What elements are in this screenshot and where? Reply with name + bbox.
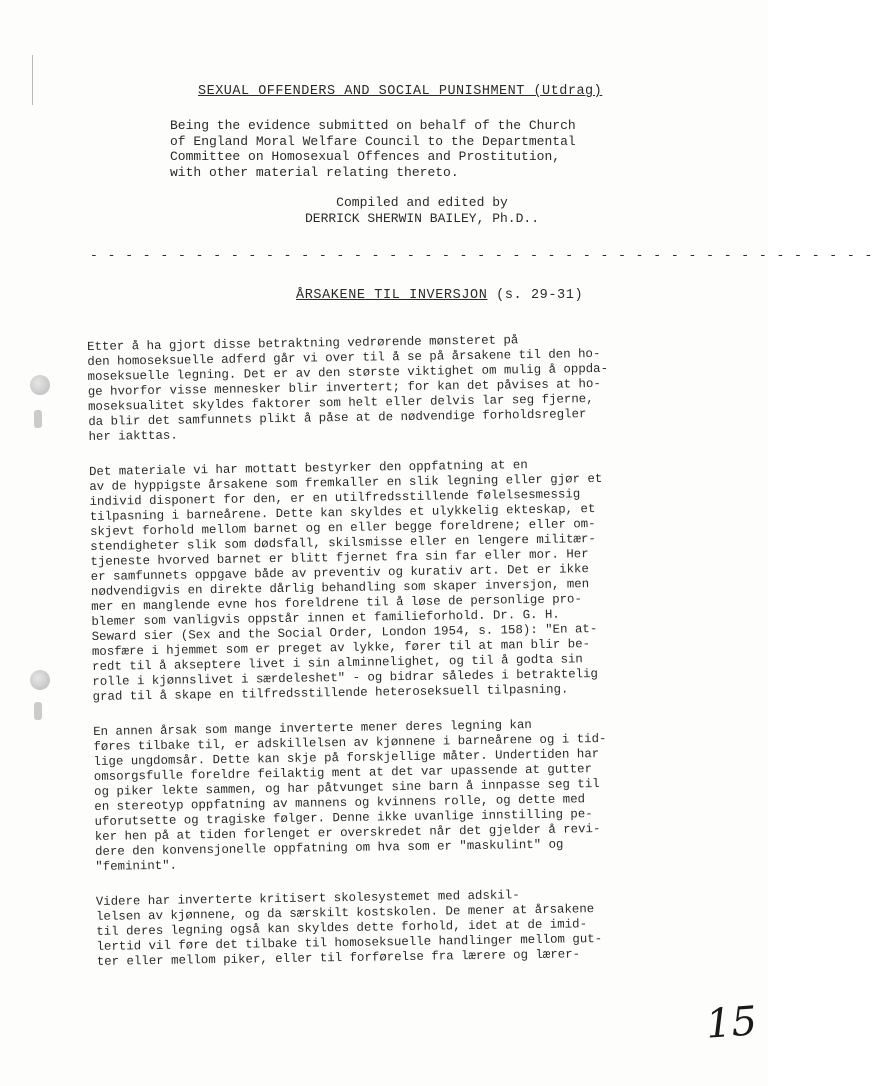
- punch-hole: [30, 670, 50, 690]
- handwritten-page-number: 15: [704, 998, 759, 1048]
- margin-smudge: [34, 702, 42, 720]
- paragraph: Det materiale vi har mottatt bestyrker den oppfatning at en av de hyppigste årsakene som fremkaller en slik legning eller gjør et individ disponert for den, er en utilfredsstillende følelsesmessig tilpasning i barneårene. Dette kan skyldes et ulykkelig ekteskap, et skjevt forhold mellom barnet og en eller begge foreldrene; eller om- stendigheter slik som dødsfall, skilsmisse eller en lengere militær- tjeneste hvorved barnet er blitt fjernet fra sin far eller mor. Her er samfunnets oppgave både av preventiv og kurativ art. Det er ikke nødvendigvis en direkte dårlig behandling som skaper inversjon, men mer en manglende evne hos foreldrene til å løse de personlige pro- blemer som vanligvis oppstår innen et familieforhold. Dr. G. H. Seward sier (Sex and the Social Order, London 1954, s. 158): "En at- mosfære i hjemmet som er preget av lykke, fører til at man blir be- redt til å akseptere livet i sin alminnelighet, og til å godta sin rolle i kjønnslivet i særdeleshet" - og bidrar således i betraktelig grad til å skape en tilfredsstillende heteroseksuell tilpasning.: [88, 458, 603, 704]
- margin-mark: [32, 55, 39, 105]
- compiled-by: Compiled and edited by DERRICK SHERWIN BAILEY, Ph.D..: [304, 195, 540, 226]
- document-title: SEXUAL OFFENDERS AND SOCIAL PUNISHMENT (Utdrag): [198, 84, 603, 99]
- section-heading-pages: (s. 29-31): [496, 288, 584, 303]
- punch-hole: [30, 375, 50, 395]
- paragraph: Etter å ha gjort disse betraktning vedrørende mønsteret på den homoseksuelle adferd går vi over til å se på årsakene til den ho- moseksuelle legning. Det er av den største viktighet om mulig å oppda- ge hvorfor visse mennesker blir invertert; for kan det påvises at ho- moseksualitet skyldes faktorer som helt eller delvis lar seg fjerne, da blir det samfunnets plikt å påse at de nødvendige forholdsregler her iakttas.: [87, 333, 609, 444]
- document-subtitle: Being the evidence submitted on behalf of the Church of England Moral Welfare Council to the Departmental Committee on Homosexual Offences and Prostitution, with other material relating thereto.: [170, 118, 576, 180]
- section-heading: [296, 288, 583, 303]
- section-heading-main: ÅRSAKENE TIL INVERSJON: [296, 288, 488, 303]
- paragraph: En annen årsak som mange inverterte mener deres legning kan føres tilbake til, er adskillelsen av kjønnene i barneårene og i tid- lige ungdomsår. Dette kan skje på forskjellige måter. Undertiden har omsorgsfulle foreldre feilaktig ment at det var upassende at gutter og piker lekte sammen, og har påtvunget sine barn å innpasse seg til en stereotyp oppfatning av mannens og kvinnens rolle, og dette med uforutsette og tragiske følger. Denne ikke uvanlige innstilling pe- ker hen på at tiden forlenget er overskredet når det gjelder å revi- dere den konvensjonelle oppfatning om hva som er "maskulint" og "feminint".: [93, 718, 607, 874]
- paragraph: Videre har inverterte kritisert skolesystemet med adskil- lelsen av kjønnene, og da særskilt kostskolen. De mener at årsakene til deres legning også kan skyldes dette forhold, idet at de imid- lertid vil føre det tilbake til homoseksuelle handlinger mellom gut- ter eller mellom piker, eller til forførelse fra lærere og lærer-: [95, 888, 603, 969]
- body-text: [87, 330, 747, 990]
- margin-smudge: [34, 410, 42, 428]
- dashed-separator: - - - - - - - - - - - - - - - - - - - - - - - - - - - - - - - - - - - - - - - - - - - - -: [90, 248, 873, 263]
